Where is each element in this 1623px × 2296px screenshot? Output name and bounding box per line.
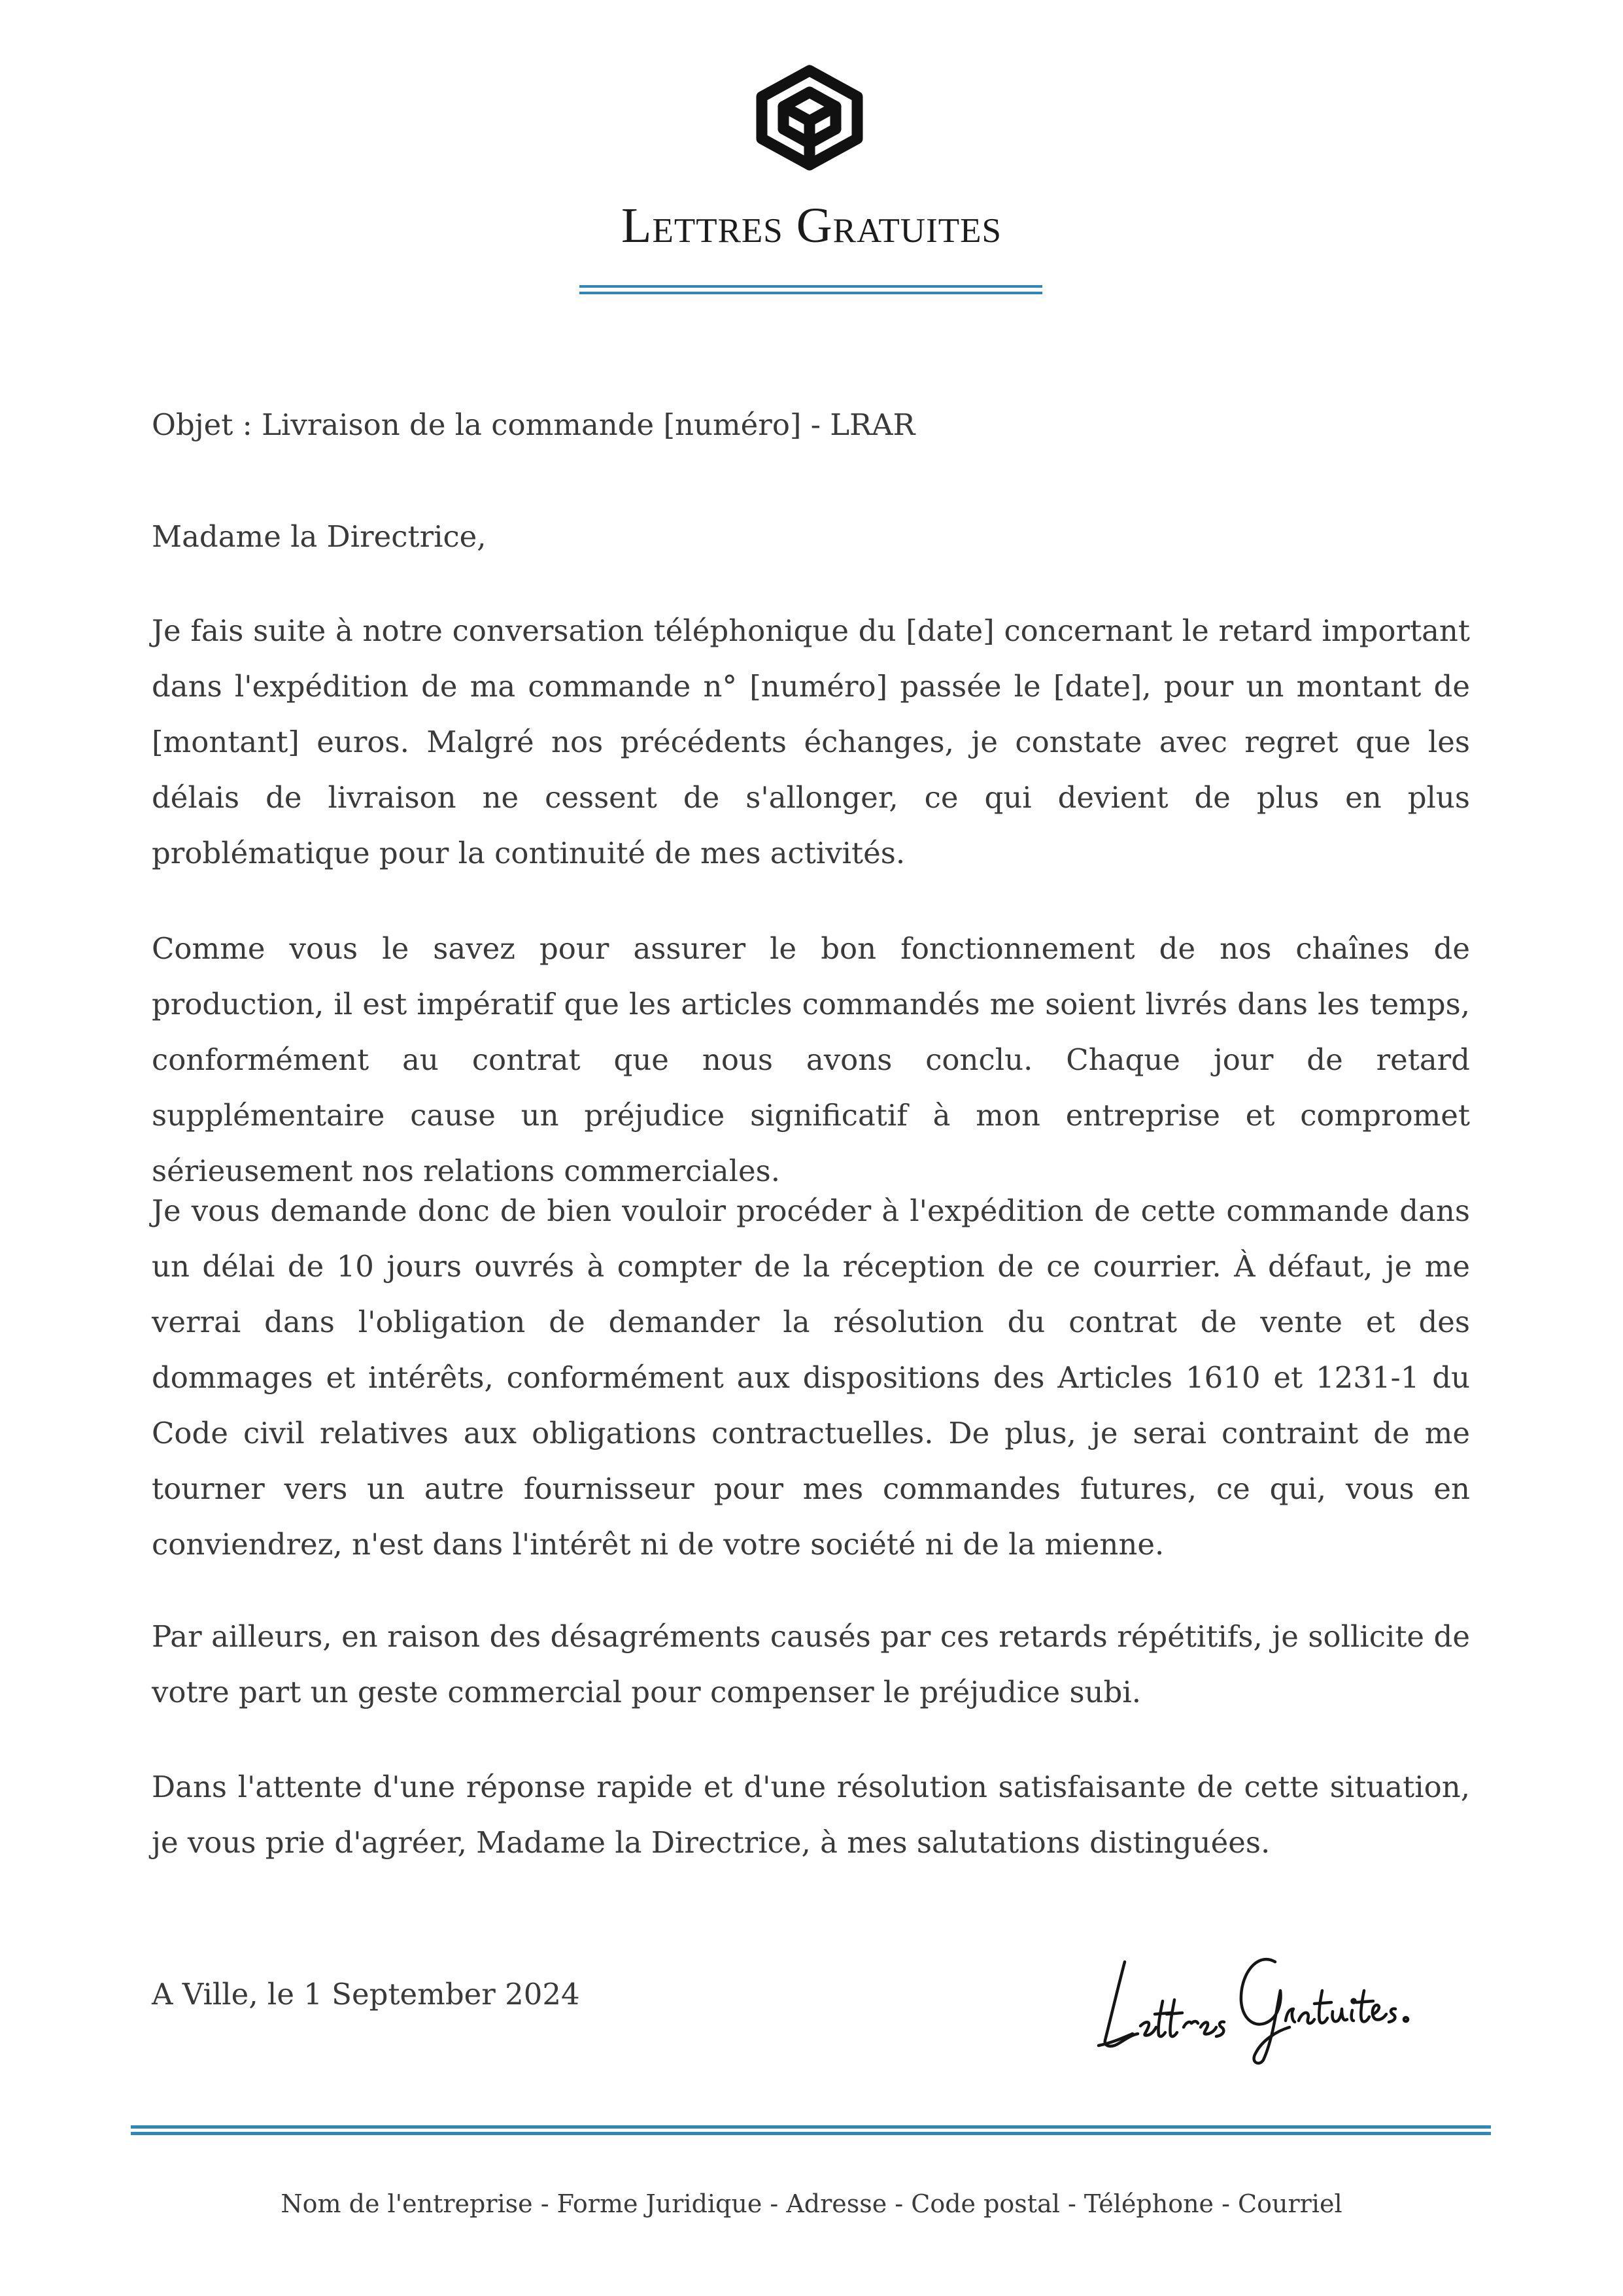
letter-paragraph: Dans l'attente d'une réponse rapide et d'une résolution satisfaisante de cette situation, je vous prie d'agréer, Madame la Directrice, à mes salutations distinguées. bbox=[152, 1770, 1470, 1860]
header-divider bbox=[579, 285, 1042, 296]
letter-paragraph: Par ailleurs, en raison des désagréments causés par ces retards répétitifs, je sollicite de votre part un geste commercial pour compenser le préjudice subi. bbox=[152, 1619, 1470, 1709]
place-and-date: A Ville, le 1 September 2024 bbox=[152, 1977, 580, 2012]
handwritten-signature bbox=[1085, 1923, 1426, 2066]
cube-logo-icon bbox=[754, 64, 865, 171]
footer-company-info: Nom de l'entreprise - Forme Juridique - Adresse - Code postal - Téléphone - Courriel bbox=[281, 2189, 1342, 2218]
brand-title: Lettres Gratuites bbox=[621, 198, 1002, 253]
letter-salutation: Madame la Directrice, bbox=[152, 519, 487, 554]
letter-subject: Objet : Livraison de la commande [numéro] - LRAR bbox=[152, 407, 915, 442]
footer-divider bbox=[131, 2125, 1491, 2136]
letter-paragraph: Comme vous le savez pour assurer le bon fonctionnement de nos chaînes de production, il est impératif que les articles commandés me soient livrés dans les temps, conformément au contrat que nous avons conclu. Chaque jour de retard supplémentaire cause un préjudice significatif à mon entreprise et compromet sérieusement nos relations commerciales. bbox=[152, 931, 1470, 1188]
letter-paragraph: Je vous demande donc de bien vouloir procéder à l'expédition de cette commande dans un délai de 10 jours ouvrés à compter de la réception de ce courrier. À défaut, je me verrai dans l'obligation de demander la résolution du contrat de vente et des dommages et intérêts, conformément aux dispositions des Articles 1610 et 1231-1 du Code civil relatives aux obligations contractuelles. De plus, je serai contraint de me tourner vers un autre fournisseur pour mes commandes futures, ce qui, vous en conviendrez, n'est dans l'intérêt ni de votre société ni de la mienne. bbox=[152, 1193, 1470, 1562]
letter-paragraph: Je fais suite à notre conversation téléphonique du [date] concernant le retard important dans l'expédition de ma commande n° [numéro] passée le [date], pour un montant de [montant] euros. Malgré nos précédents échanges, je constate avec regret que les délais de livraison ne cessent de s'allonger, ce qui devient de plus en plus problématique pour la continuité de mes activités. bbox=[152, 613, 1470, 870]
